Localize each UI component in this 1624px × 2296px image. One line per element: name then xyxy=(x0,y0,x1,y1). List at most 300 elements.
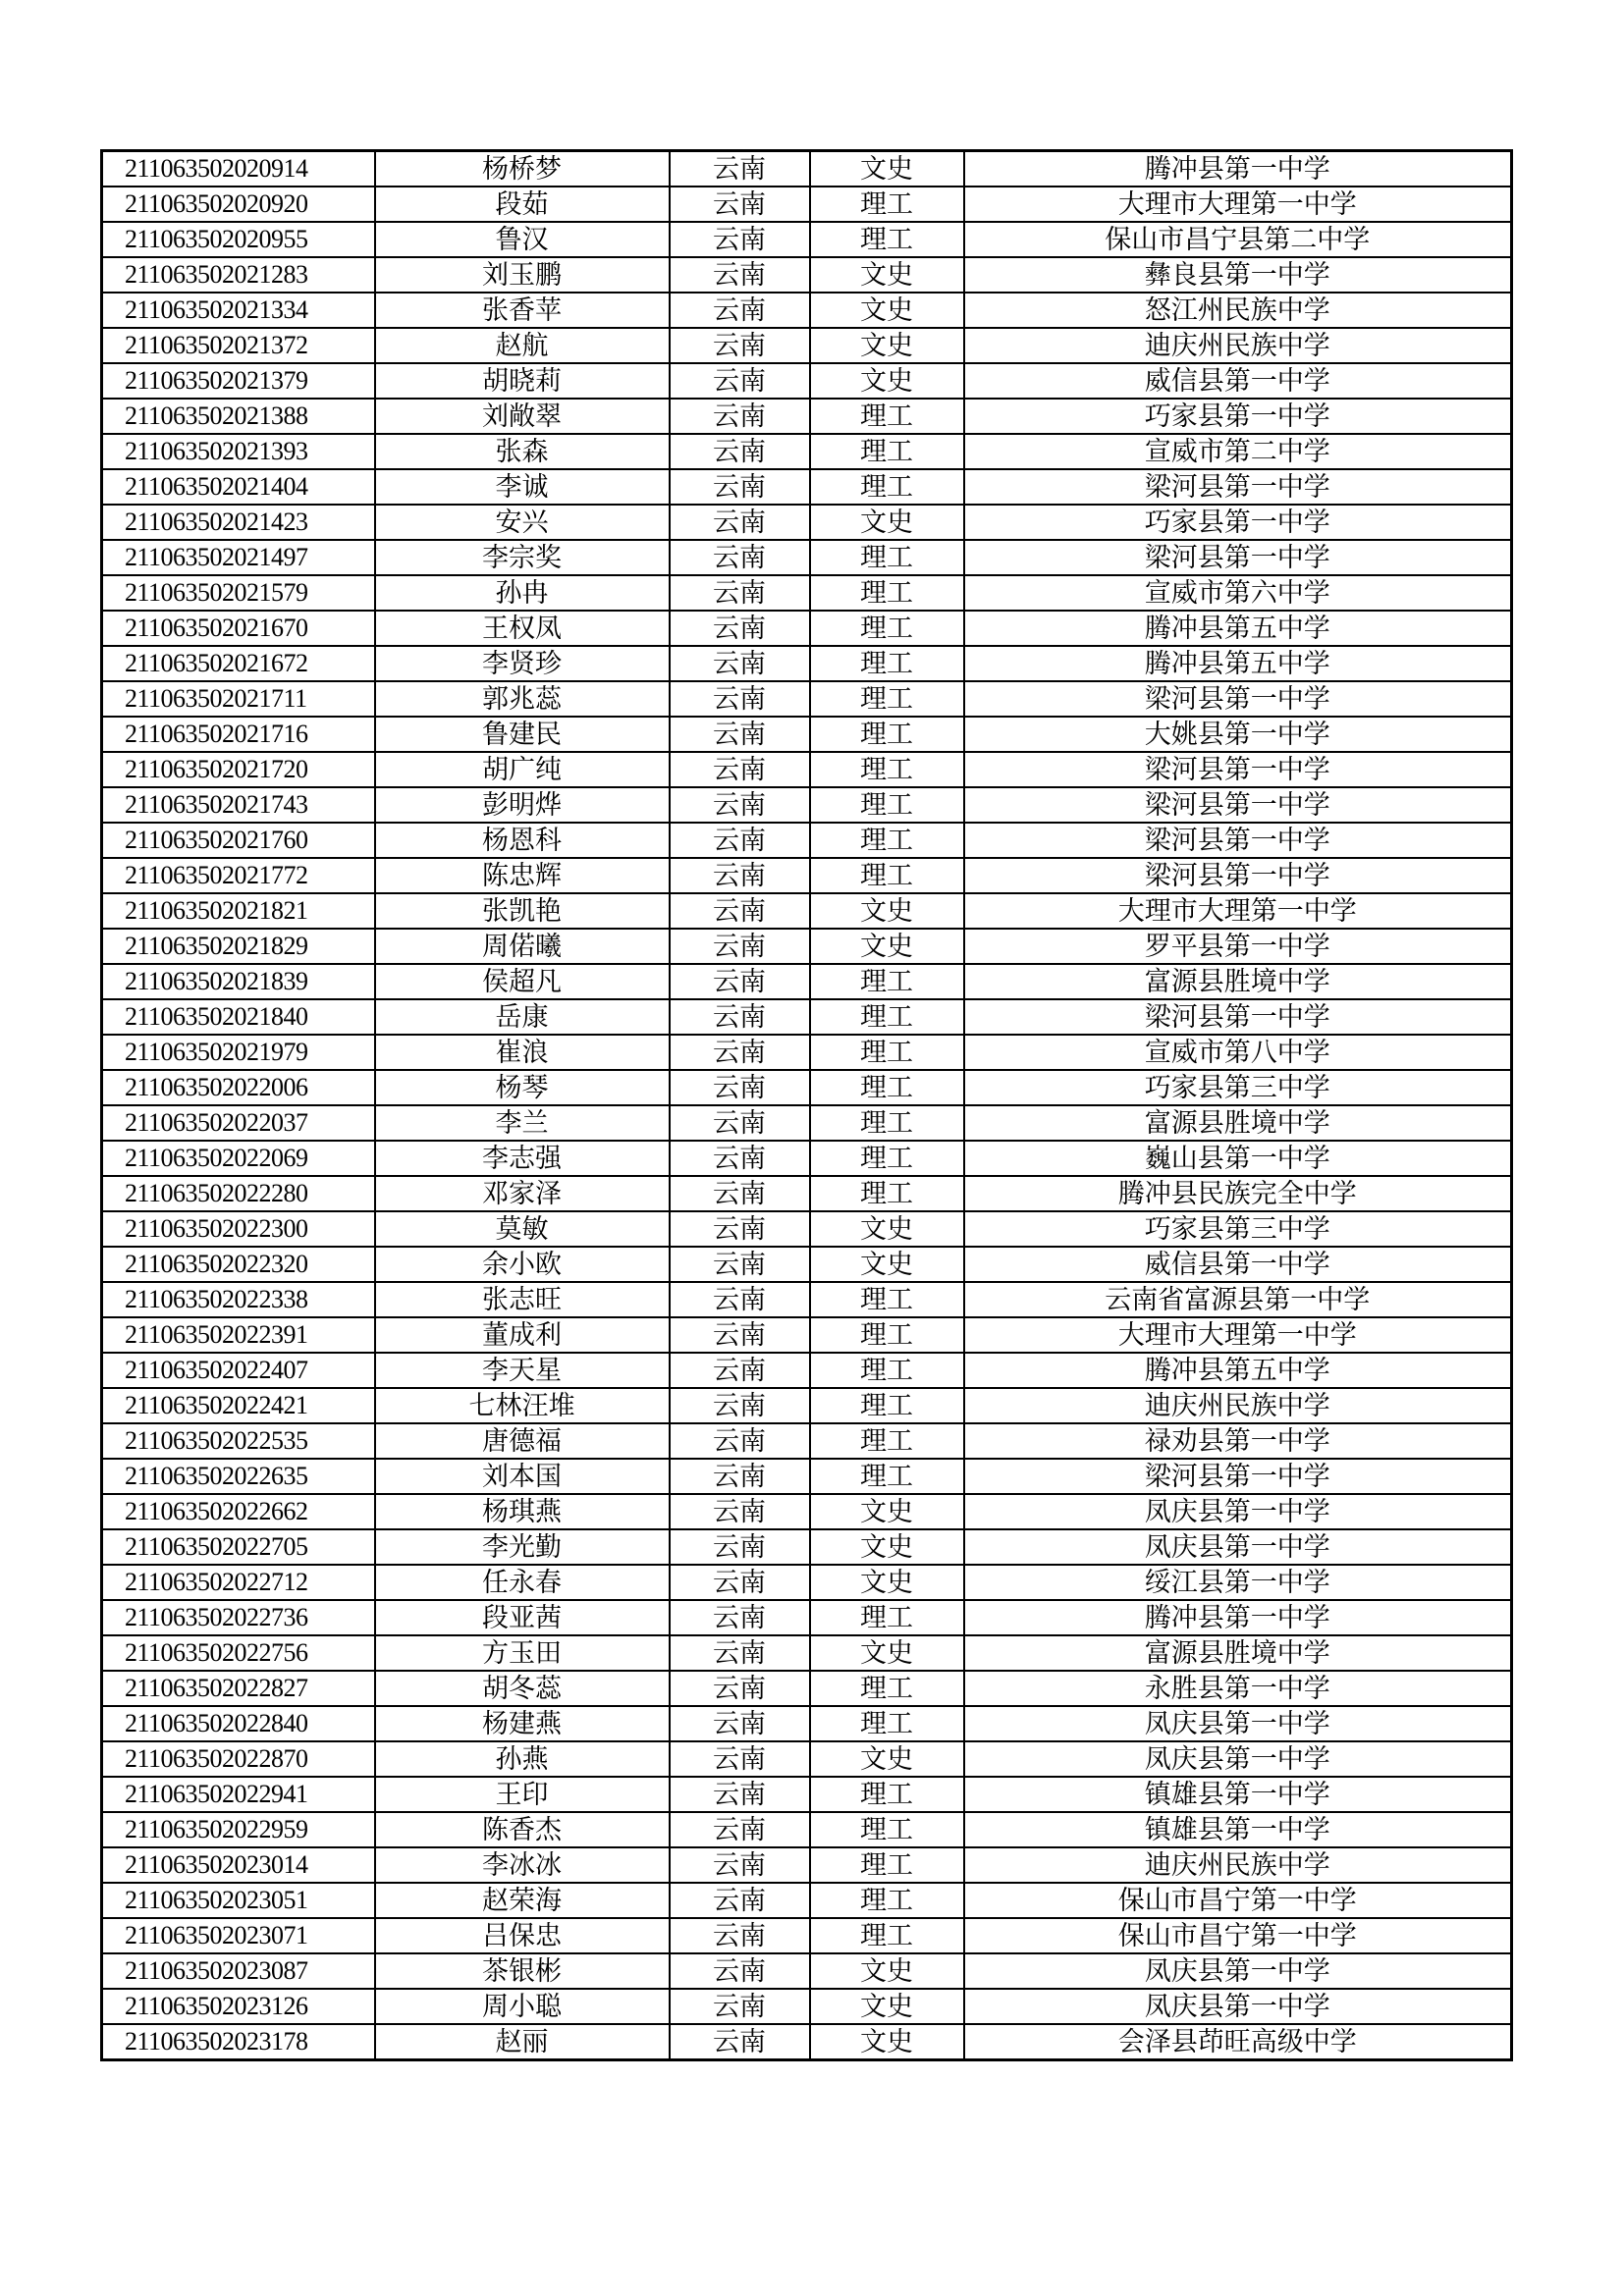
cell-name: 段茹 xyxy=(375,187,670,222)
cell-exam-id: 211063502021379 xyxy=(102,363,375,399)
cell-exam-id: 211063502022069 xyxy=(102,1141,375,1176)
cell-province: 云南 xyxy=(670,1282,810,1317)
cell-province: 云南 xyxy=(670,187,810,222)
cell-province: 云南 xyxy=(670,1529,810,1565)
cell-category: 文史 xyxy=(810,1741,964,1777)
cell-category: 理工 xyxy=(810,1812,964,1847)
cell-exam-id: 211063502022391 xyxy=(102,1317,375,1353)
cell-name: 刘本国 xyxy=(375,1459,670,1494)
cell-province: 云南 xyxy=(670,611,810,646)
cell-exam-id: 211063502020920 xyxy=(102,187,375,222)
cell-name: 刘玉鹏 xyxy=(375,257,670,293)
cell-school: 梁河县第一中学 xyxy=(964,858,1512,893)
cell-school: 巍山县第一中学 xyxy=(964,1141,1512,1176)
cell-school: 怒江州民族中学 xyxy=(964,293,1512,328)
cell-province: 云南 xyxy=(670,1600,810,1635)
table-row xyxy=(102,964,1512,999)
cell-province: 云南 xyxy=(670,681,810,717)
cell-exam-id: 211063502022535 xyxy=(102,1423,375,1459)
cell-school: 永胜县第一中学 xyxy=(964,1671,1512,1706)
cell-exam-id: 211063502021670 xyxy=(102,611,375,646)
cell-exam-id: 211063502021840 xyxy=(102,999,375,1035)
cell-name: 侯超凡 xyxy=(375,964,670,999)
cell-province: 云南 xyxy=(670,823,810,858)
table-row xyxy=(102,929,1512,964)
cell-province: 云南 xyxy=(670,893,810,929)
cell-exam-id: 211063502022037 xyxy=(102,1105,375,1141)
cell-province: 云南 xyxy=(670,1035,810,1070)
cell-category: 理工 xyxy=(810,681,964,717)
cell-category: 文史 xyxy=(810,505,964,540)
cell-school: 腾冲县民族完全中学 xyxy=(964,1176,1512,1211)
table-row xyxy=(102,187,1512,222)
cell-category: 理工 xyxy=(810,964,964,999)
cell-province: 云南 xyxy=(670,328,810,363)
table-row xyxy=(102,257,1512,293)
table-body xyxy=(102,151,1512,2060)
cell-exam-id: 211063502023178 xyxy=(102,2024,375,2060)
cell-province: 云南 xyxy=(670,717,810,752)
cell-name: 董成利 xyxy=(375,1317,670,1353)
cell-name: 崔浪 xyxy=(375,1035,670,1070)
table-row xyxy=(102,1671,1512,1706)
cell-category: 理工 xyxy=(810,1671,964,1706)
cell-province: 云南 xyxy=(670,1423,810,1459)
cell-name: 刘敞翠 xyxy=(375,399,670,434)
cell-category: 理工 xyxy=(810,1423,964,1459)
cell-province: 云南 xyxy=(670,1953,810,1989)
cell-category: 理工 xyxy=(810,1388,964,1423)
cell-school: 威信县第一中学 xyxy=(964,363,1512,399)
cell-name: 杨桥梦 xyxy=(375,151,670,187)
cell-exam-id: 211063502023126 xyxy=(102,1989,375,2024)
cell-name: 周小聪 xyxy=(375,1989,670,2024)
cell-category: 文史 xyxy=(810,257,964,293)
cell-category: 文史 xyxy=(810,1529,964,1565)
cell-name: 李冰冰 xyxy=(375,1847,670,1883)
cell-name: 赵荣海 xyxy=(375,1883,670,1918)
cell-name: 七林汪堆 xyxy=(375,1388,670,1423)
table-row xyxy=(102,1529,1512,1565)
cell-school: 富源县胜境中学 xyxy=(964,1635,1512,1671)
cell-school: 威信县第一中学 xyxy=(964,1247,1512,1282)
cell-name: 孙燕 xyxy=(375,1741,670,1777)
cell-exam-id: 211063502022006 xyxy=(102,1070,375,1105)
cell-name: 杨恩科 xyxy=(375,823,670,858)
table-row xyxy=(102,1211,1512,1247)
cell-category: 理工 xyxy=(810,1847,964,1883)
cell-school: 梁河县第一中学 xyxy=(964,1459,1512,1494)
cell-name: 王权凤 xyxy=(375,611,670,646)
cell-exam-id: 211063502022280 xyxy=(102,1176,375,1211)
cell-category: 理工 xyxy=(810,1459,964,1494)
cell-category: 理工 xyxy=(810,1600,964,1635)
cell-name: 孙冉 xyxy=(375,575,670,611)
cell-name: 李志强 xyxy=(375,1141,670,1176)
cell-category: 理工 xyxy=(810,1883,964,1918)
cell-school: 彝良县第一中学 xyxy=(964,257,1512,293)
cell-name: 李天星 xyxy=(375,1353,670,1388)
cell-category: 理工 xyxy=(810,646,964,681)
cell-province: 云南 xyxy=(670,1777,810,1812)
cell-category: 理工 xyxy=(810,823,964,858)
cell-exam-id: 211063502022320 xyxy=(102,1247,375,1282)
cell-name: 彭明烨 xyxy=(375,787,670,823)
cell-province: 云南 xyxy=(670,752,810,787)
cell-province: 云南 xyxy=(670,1317,810,1353)
cell-category: 文史 xyxy=(810,893,964,929)
cell-province: 云南 xyxy=(670,964,810,999)
cell-province: 云南 xyxy=(670,1989,810,2024)
cell-category: 理工 xyxy=(810,752,964,787)
cell-exam-id: 211063502022827 xyxy=(102,1671,375,1706)
cell-exam-id: 211063502022300 xyxy=(102,1211,375,1247)
cell-name: 郭兆蕊 xyxy=(375,681,670,717)
table-row xyxy=(102,646,1512,681)
cell-name: 李宗奖 xyxy=(375,540,670,575)
cell-name: 茶银彬 xyxy=(375,1953,670,1989)
cell-category: 理工 xyxy=(810,1777,964,1812)
cell-exam-id: 211063502022941 xyxy=(102,1777,375,1812)
table-row xyxy=(102,505,1512,540)
cell-exam-id: 211063502021497 xyxy=(102,540,375,575)
table-row xyxy=(102,1353,1512,1388)
cell-exam-id: 211063502021716 xyxy=(102,717,375,752)
cell-school: 宣威市第八中学 xyxy=(964,1035,1512,1070)
cell-category: 文史 xyxy=(810,363,964,399)
cell-name: 鲁汉 xyxy=(375,222,670,257)
table-row xyxy=(102,611,1512,646)
cell-school: 梁河县第一中学 xyxy=(964,752,1512,787)
cell-name: 张香苹 xyxy=(375,293,670,328)
cell-school: 凤庆县第一中学 xyxy=(964,1706,1512,1741)
cell-province: 云南 xyxy=(670,787,810,823)
cell-school: 大理市大理第一中学 xyxy=(964,1317,1512,1353)
cell-exam-id: 211063502022712 xyxy=(102,1565,375,1600)
cell-school: 迪庆州民族中学 xyxy=(964,1388,1512,1423)
cell-school: 巧家县第一中学 xyxy=(964,399,1512,434)
cell-category: 理工 xyxy=(810,611,964,646)
cell-exam-id: 211063502021579 xyxy=(102,575,375,611)
cell-name: 张志旺 xyxy=(375,1282,670,1317)
table-row xyxy=(102,1141,1512,1176)
table-row xyxy=(102,328,1512,363)
cell-exam-id: 211063502021372 xyxy=(102,328,375,363)
cell-category: 文史 xyxy=(810,1953,964,1989)
cell-exam-id: 211063502022959 xyxy=(102,1812,375,1847)
cell-category: 文史 xyxy=(810,2024,964,2060)
table-row xyxy=(102,1777,1512,1812)
cell-exam-id: 211063502022662 xyxy=(102,1494,375,1529)
cell-name: 胡冬蕊 xyxy=(375,1671,670,1706)
cell-province: 云南 xyxy=(670,1847,810,1883)
cell-name: 李兰 xyxy=(375,1105,670,1141)
cell-name: 莫敏 xyxy=(375,1211,670,1247)
cell-category: 文史 xyxy=(810,1989,964,2024)
table-row xyxy=(102,1423,1512,1459)
cell-exam-id: 211063502022421 xyxy=(102,1388,375,1423)
cell-category: 文史 xyxy=(810,151,964,187)
table-row xyxy=(102,1494,1512,1529)
cell-province: 云南 xyxy=(670,1741,810,1777)
cell-province: 云南 xyxy=(670,1671,810,1706)
cell-name: 陈香杰 xyxy=(375,1812,670,1847)
cell-name: 胡晓莉 xyxy=(375,363,670,399)
cell-exam-id: 211063502021711 xyxy=(102,681,375,717)
cell-name: 李诚 xyxy=(375,469,670,505)
cell-province: 云南 xyxy=(670,929,810,964)
table-row xyxy=(102,1035,1512,1070)
cell-exam-id: 211063502022736 xyxy=(102,1600,375,1635)
cell-exam-id: 211063502021334 xyxy=(102,293,375,328)
cell-exam-id: 211063502021672 xyxy=(102,646,375,681)
table-row xyxy=(102,893,1512,929)
table-row xyxy=(102,1176,1512,1211)
cell-province: 云南 xyxy=(670,1459,810,1494)
cell-category: 理工 xyxy=(810,999,964,1035)
cell-category: 理工 xyxy=(810,187,964,222)
cell-school: 富源县胜境中学 xyxy=(964,964,1512,999)
cell-exam-id: 211063502023051 xyxy=(102,1883,375,1918)
cell-category: 理工 xyxy=(810,469,964,505)
cell-school: 宣威市第六中学 xyxy=(964,575,1512,611)
table-row xyxy=(102,434,1512,469)
table-row xyxy=(102,363,1512,399)
cell-school: 腾冲县第五中学 xyxy=(964,646,1512,681)
cell-category: 文史 xyxy=(810,1565,964,1600)
cell-province: 云南 xyxy=(670,1176,810,1211)
cell-exam-id: 211063502021979 xyxy=(102,1035,375,1070)
cell-exam-id: 211063502023014 xyxy=(102,1847,375,1883)
cell-name: 陈忠辉 xyxy=(375,858,670,893)
table-row xyxy=(102,999,1512,1035)
table-row xyxy=(102,575,1512,611)
table-row xyxy=(102,1953,1512,1989)
cell-province: 云南 xyxy=(670,222,810,257)
cell-exam-id: 211063502022407 xyxy=(102,1353,375,1388)
cell-exam-id: 211063502022840 xyxy=(102,1706,375,1741)
table-row xyxy=(102,681,1512,717)
cell-school: 罗平县第一中学 xyxy=(964,929,1512,964)
cell-school: 梁河县第一中学 xyxy=(964,681,1512,717)
table-row xyxy=(102,1459,1512,1494)
cell-school: 迪庆州民族中学 xyxy=(964,328,1512,363)
cell-school: 腾冲县第一中学 xyxy=(964,1600,1512,1635)
cell-name: 胡广纯 xyxy=(375,752,670,787)
cell-exam-id: 211063502021829 xyxy=(102,929,375,964)
cell-province: 云南 xyxy=(670,1494,810,1529)
cell-school: 镇雄县第一中学 xyxy=(964,1812,1512,1847)
cell-province: 云南 xyxy=(670,257,810,293)
cell-school: 富源县胜境中学 xyxy=(964,1105,1512,1141)
table-row xyxy=(102,469,1512,505)
cell-category: 理工 xyxy=(810,1176,964,1211)
cell-name: 余小欧 xyxy=(375,1247,670,1282)
cell-name: 段亚茜 xyxy=(375,1600,670,1635)
table-row xyxy=(102,540,1512,575)
cell-category: 理工 xyxy=(810,717,964,752)
cell-school: 云南省富源县第一中学 xyxy=(964,1282,1512,1317)
table-row xyxy=(102,1883,1512,1918)
cell-category: 文史 xyxy=(810,1635,964,1671)
cell-name: 李光勤 xyxy=(375,1529,670,1565)
cell-exam-id: 211063502022870 xyxy=(102,1741,375,1777)
cell-exam-id: 211063502021404 xyxy=(102,469,375,505)
cell-province: 云南 xyxy=(670,1247,810,1282)
cell-category: 理工 xyxy=(810,1317,964,1353)
table-row xyxy=(102,1989,1512,2024)
cell-province: 云南 xyxy=(670,505,810,540)
cell-category: 理工 xyxy=(810,1353,964,1388)
table-row xyxy=(102,1565,1512,1600)
cell-school: 迪庆州民族中学 xyxy=(964,1847,1512,1883)
cell-name: 吕保忠 xyxy=(375,1918,670,1953)
cell-name: 岳康 xyxy=(375,999,670,1035)
table-row xyxy=(102,787,1512,823)
cell-province: 云南 xyxy=(670,999,810,1035)
cell-category: 理工 xyxy=(810,1035,964,1070)
cell-exam-id: 211063502021743 xyxy=(102,787,375,823)
cell-exam-id: 211063502022635 xyxy=(102,1459,375,1494)
cell-school: 宣威市第二中学 xyxy=(964,434,1512,469)
cell-province: 云南 xyxy=(670,1070,810,1105)
table-row xyxy=(102,823,1512,858)
table-row xyxy=(102,399,1512,434)
cell-exam-id: 211063502021772 xyxy=(102,858,375,893)
cell-province: 云南 xyxy=(670,434,810,469)
cell-exam-id: 211063502020955 xyxy=(102,222,375,257)
cell-name: 赵航 xyxy=(375,328,670,363)
cell-exam-id: 211063502021760 xyxy=(102,823,375,858)
table-row xyxy=(102,858,1512,893)
cell-name: 张森 xyxy=(375,434,670,469)
cell-name: 任永春 xyxy=(375,1565,670,1600)
table-row xyxy=(102,1918,1512,1953)
cell-province: 云南 xyxy=(670,1388,810,1423)
table-row xyxy=(102,1317,1512,1353)
cell-exam-id: 211063502021720 xyxy=(102,752,375,787)
cell-school: 保山市昌宁第一中学 xyxy=(964,1918,1512,1953)
cell-school: 梁河县第一中学 xyxy=(964,540,1512,575)
cell-province: 云南 xyxy=(670,858,810,893)
table-row xyxy=(102,1600,1512,1635)
table-row xyxy=(102,293,1512,328)
cell-name: 王印 xyxy=(375,1777,670,1812)
cell-school: 凤庆县第一中学 xyxy=(964,1989,1512,2024)
cell-name: 邓家泽 xyxy=(375,1176,670,1211)
cell-exam-id: 211063502021839 xyxy=(102,964,375,999)
cell-province: 云南 xyxy=(670,1565,810,1600)
cell-school: 绥江县第一中学 xyxy=(964,1565,1512,1600)
cell-category: 理工 xyxy=(810,1070,964,1105)
cell-exam-id: 211063502022338 xyxy=(102,1282,375,1317)
cell-province: 云南 xyxy=(670,1105,810,1141)
cell-name: 安兴 xyxy=(375,505,670,540)
table-row xyxy=(102,1847,1512,1883)
table-row xyxy=(102,717,1512,752)
cell-category: 理工 xyxy=(810,540,964,575)
table-row xyxy=(102,752,1512,787)
cell-exam-id: 211063502023087 xyxy=(102,1953,375,1989)
table-row xyxy=(102,1635,1512,1671)
cell-category: 文史 xyxy=(810,328,964,363)
cell-province: 云南 xyxy=(670,646,810,681)
cell-province: 云南 xyxy=(670,1706,810,1741)
cell-province: 云南 xyxy=(670,1141,810,1176)
cell-name: 周偌曦 xyxy=(375,929,670,964)
cell-category: 理工 xyxy=(810,1706,964,1741)
table-row xyxy=(102,1812,1512,1847)
cell-province: 云南 xyxy=(670,1353,810,1388)
cell-name: 李贤珍 xyxy=(375,646,670,681)
cell-school: 凤庆县第一中学 xyxy=(964,1529,1512,1565)
cell-category: 理工 xyxy=(810,1105,964,1141)
cell-school: 保山市昌宁第一中学 xyxy=(964,1883,1512,1918)
table-row xyxy=(102,1070,1512,1105)
table-row xyxy=(102,222,1512,257)
cell-category: 理工 xyxy=(810,1141,964,1176)
cell-province: 云南 xyxy=(670,1812,810,1847)
cell-province: 云南 xyxy=(670,469,810,505)
cell-category: 文史 xyxy=(810,1494,964,1529)
table-row xyxy=(102,1706,1512,1741)
cell-category: 理工 xyxy=(810,858,964,893)
cell-school: 腾冲县第五中学 xyxy=(964,611,1512,646)
student-list-table xyxy=(100,149,1513,2061)
cell-school: 巧家县第三中学 xyxy=(964,1070,1512,1105)
cell-exam-id: 211063502022705 xyxy=(102,1529,375,1565)
table-row xyxy=(102,151,1512,187)
cell-province: 云南 xyxy=(670,1883,810,1918)
cell-school: 腾冲县第一中学 xyxy=(964,151,1512,187)
cell-exam-id: 211063502023071 xyxy=(102,1918,375,1953)
cell-province: 云南 xyxy=(670,293,810,328)
cell-province: 云南 xyxy=(670,1211,810,1247)
cell-category: 文史 xyxy=(810,293,964,328)
cell-name: 鲁建民 xyxy=(375,717,670,752)
cell-exam-id: 211063502020914 xyxy=(102,151,375,187)
cell-school: 凤庆县第一中学 xyxy=(964,1741,1512,1777)
cell-school: 巧家县第一中学 xyxy=(964,505,1512,540)
cell-name: 杨琴 xyxy=(375,1070,670,1105)
table-row xyxy=(102,1282,1512,1317)
cell-category: 文史 xyxy=(810,1211,964,1247)
cell-school: 梁河县第一中学 xyxy=(964,823,1512,858)
cell-school: 镇雄县第一中学 xyxy=(964,1777,1512,1812)
cell-name: 杨琪燕 xyxy=(375,1494,670,1529)
cell-school: 腾冲县第五中学 xyxy=(964,1353,1512,1388)
cell-province: 云南 xyxy=(670,540,810,575)
cell-province: 云南 xyxy=(670,1918,810,1953)
cell-category: 理工 xyxy=(810,1918,964,1953)
cell-school: 梁河县第一中学 xyxy=(964,787,1512,823)
cell-name: 方玉田 xyxy=(375,1635,670,1671)
cell-province: 云南 xyxy=(670,363,810,399)
cell-school: 巧家县第三中学 xyxy=(964,1211,1512,1247)
cell-school: 凤庆县第一中学 xyxy=(964,1494,1512,1529)
cell-province: 云南 xyxy=(670,575,810,611)
cell-name: 杨建燕 xyxy=(375,1706,670,1741)
table-row xyxy=(102,1247,1512,1282)
cell-exam-id: 211063502021388 xyxy=(102,399,375,434)
cell-school: 保山市昌宁县第二中学 xyxy=(964,222,1512,257)
cell-school: 梁河县第一中学 xyxy=(964,469,1512,505)
table-row xyxy=(102,2024,1512,2060)
cell-category: 理工 xyxy=(810,787,964,823)
cell-school: 会泽县茚旺高级中学 xyxy=(964,2024,1512,2060)
cell-category: 理工 xyxy=(810,575,964,611)
cell-exam-id: 211063502021821 xyxy=(102,893,375,929)
